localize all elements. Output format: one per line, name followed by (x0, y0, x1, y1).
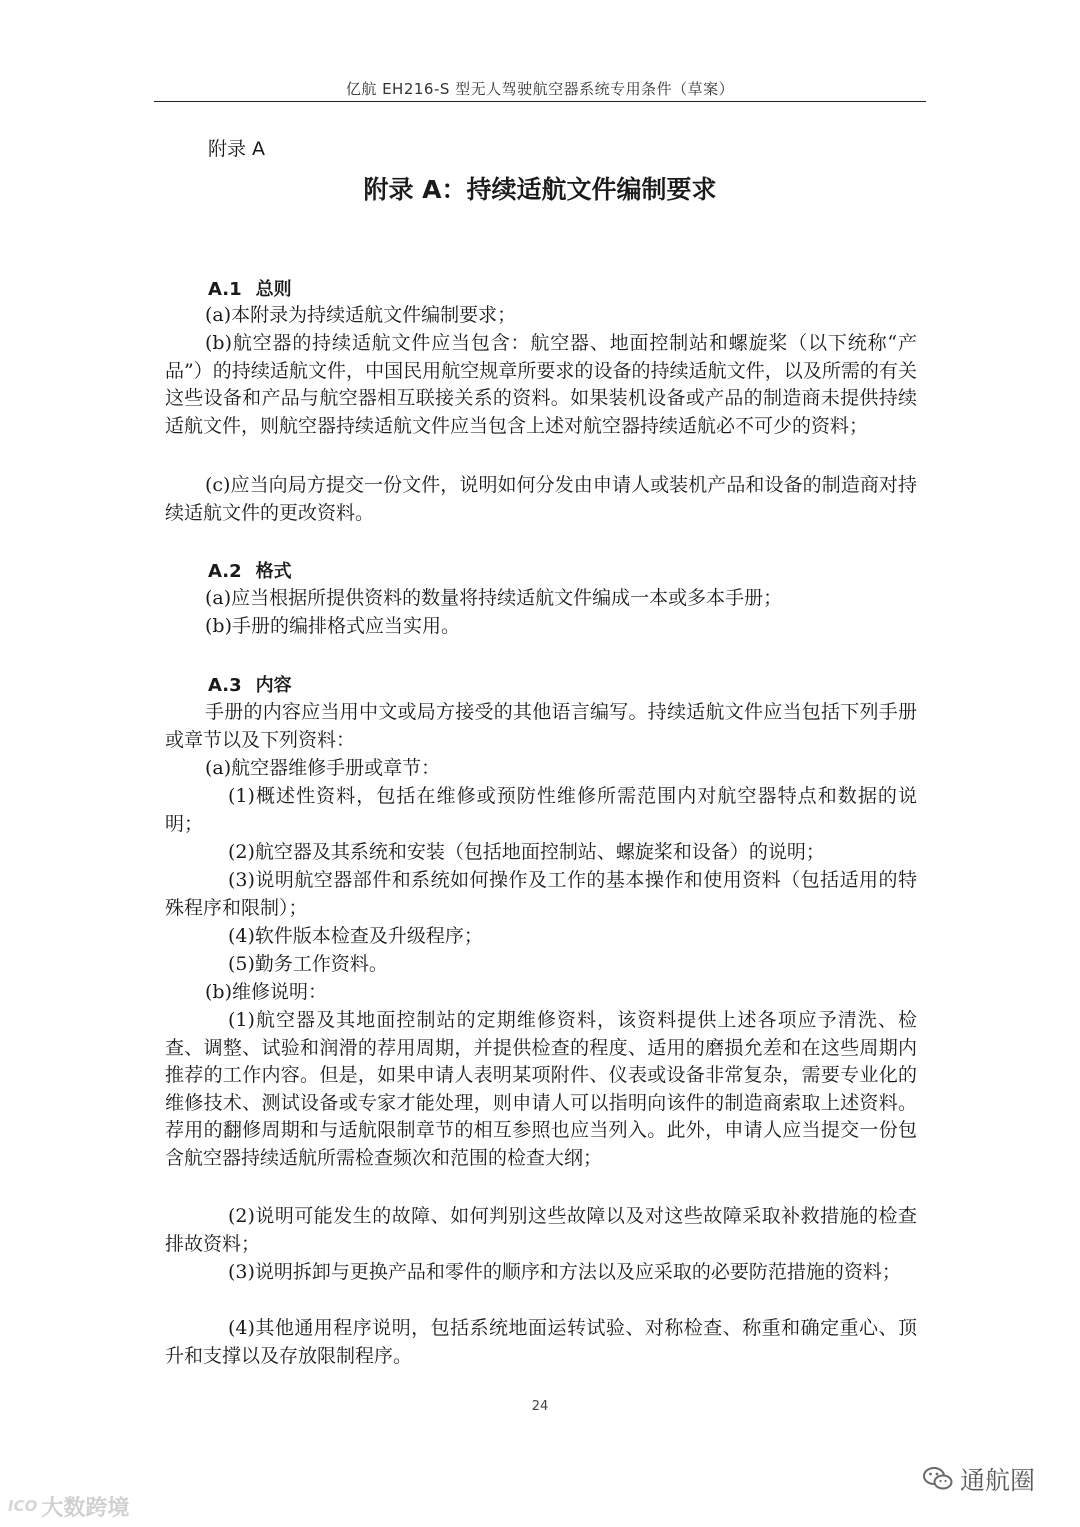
section-name: 内容 (255, 675, 292, 696)
section-heading-a3 (208, 671, 292, 697)
watermark-right (922, 1462, 1052, 1496)
watermark-left-text: 大数跨境 (41, 1495, 130, 1521)
watermark-right-text: 通航圈 (960, 1466, 1036, 1495)
paragraph: (2)说明可能发生的故障、如何判别这些故障以及对这些故障采取补救措施的检查排故资料； (165, 1205, 917, 1255)
section-name: 总则 (255, 279, 292, 300)
paragraph: (2)航空器及其系统和安装（包括地面控制站、螺旋桨和设备）的说明； (228, 841, 825, 863)
paragraph: (1)航空器及其地面控制站的定期维修资料，该资料提供上述各项应予清洗、检查、调整、试验和润滑的荐用周期，并提供检查的程度、适用的磨损允差和在这些周期内推荐的工作内容。但是，如果申请人表明某项附件、仪表或设备非常复杂，需要专业化的维修技术、测试设备或专家才能处理，则申请人可以指明向该件的制造商索取上述资料。荐用的翻修周期和与适航限制章节的相互参照也应当列入。此外，申请人应当提交一份包含航空器持续适航所需检查频次和范围的检查大纲； (165, 1009, 917, 1169)
section-name: 格式 (255, 561, 292, 582)
paragraph: (a)本附录为持续适航文件编制要求； (205, 304, 517, 326)
paragraph: (c)应当向局方提交一份文件，说明如何分发由申请人或装机产品和设备的制造商对持续适航文件的更改资料。 (165, 474, 917, 524)
header-rule (154, 101, 926, 102)
watermark-logo: ICO (8, 1497, 38, 1515)
paragraph: (b)维修说明： (205, 981, 327, 1003)
wechat-icon (922, 1465, 954, 1493)
paragraph: (b)手册的编排格式应当实用。 (205, 615, 460, 637)
section-number: A.2 (208, 561, 242, 582)
section-number: A.3 (208, 675, 242, 696)
paragraph: (4)软件版本检查及升级程序； (228, 925, 483, 947)
page-number: 24 (531, 1399, 549, 1414)
paragraph: (1)概述性资料，包括在维修或预防性维修所需范围内对航空器特点和数据的说明； (165, 785, 917, 835)
paragraph: (3)说明航空器部件和系统如何操作及工作的基本操作和使用资料（包括适用的特殊程序和限制）； (165, 869, 917, 919)
paragraph: (4)其他通用程序说明，包括系统地面运转试验、对称检查、称重和确定重心、顶升和支撑以及存放限制程序。 (165, 1317, 917, 1367)
paragraph: (a)应当根据所提供资料的数量将持续适航文件编成一本或多本手册； (205, 587, 783, 609)
paragraph: (b)航空器的持续适航文件应当包含：航空器、地面控制站和螺旋桨（以下统称“产品”）的持续适航文件，中国民用航空规章所要求的设备的持续适航文件，以及所需的有关这些设备和产品与航空器相互联接关系的资料。如果装机设备或产品的制造商未提供持续适航文件，则航空器持续适航文件应当包含上述对航空器持续适航必不可少的资料； (165, 332, 917, 437)
running-header: 亿航 EH216-S 型无人驾驶航空器系统专用条件（草案） (345, 80, 735, 98)
paragraph: (5)勤务工作资料。 (228, 953, 388, 975)
section-number: A.1 (208, 279, 242, 300)
paragraph: 手册的内容应当用中文或局方接受的其他语言编写。持续适航文件应当包括下列手册或章节以及下列资料： (165, 701, 917, 751)
watermark-left (8, 1491, 129, 1521)
section-heading-a2 (208, 557, 292, 583)
appendix-label: 附录 A (208, 138, 266, 160)
paragraph: (a)航空器维修手册或章节： (205, 757, 441, 779)
paragraph: (3)说明拆卸与更换产品和零件的顺序和方法以及应采取的必要防范措施的资料； (228, 1261, 901, 1283)
page-title: 附录 A：持续适航文件编制要求 (363, 175, 717, 204)
section-heading-a1 (208, 275, 292, 301)
